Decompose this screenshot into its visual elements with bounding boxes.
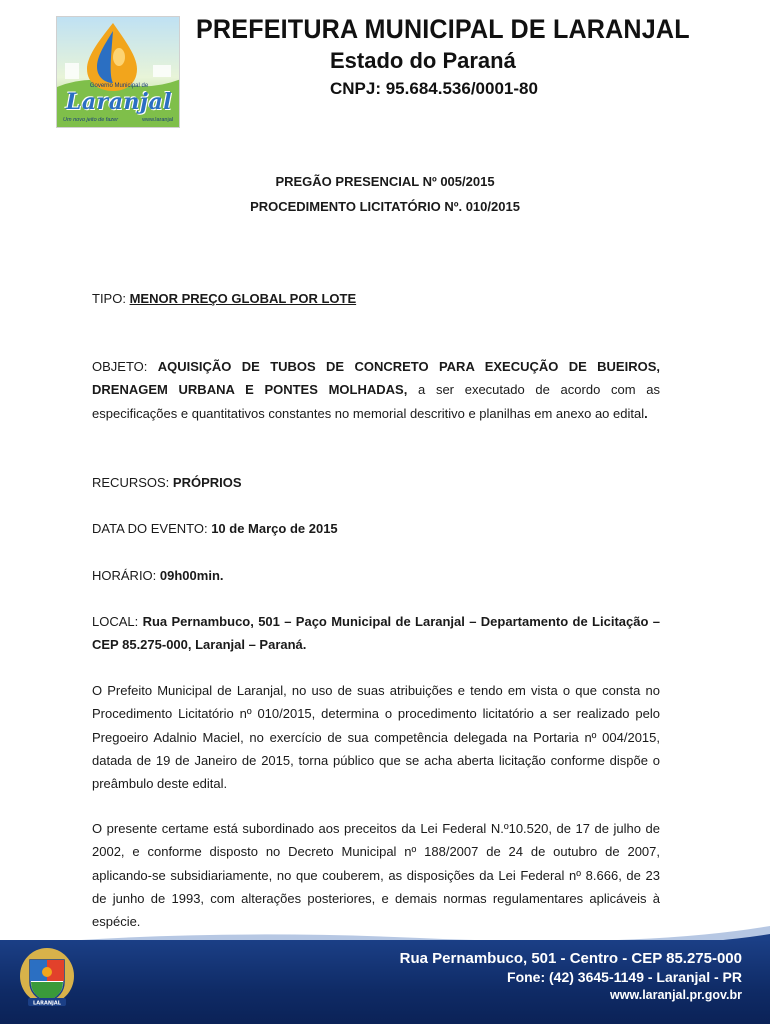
municipal-logo: [56, 16, 180, 128]
legal-basis-paragraph: O presente certame está subordinado aos preceitos da Lei Federal N.º10.520, de 17 de julho de 2002, e conforme disposto no Decreto Municipal nº 188/2007 de 24 de outubro de 2007, aplicando-se subsidiariamente, no que couberem, as disposições da Lei Federal nº 8.666, de 23 de junho de 1993, com alterações posteriores, e demais normas regulamentares aplicáveis à espécie.: [92, 821, 660, 930]
horario-line: [92, 564, 660, 587]
recursos-value: PRÓPRIOS: [172, 475, 242, 490]
municipality-title: PREFEITURA MUNICIPAL DE LARANJAL: [196, 14, 690, 44]
objeto-paragraph: [92, 355, 660, 425]
crest-label: LARANJAL: [33, 1000, 61, 1007]
objeto-bold: AQUISIÇÃO DE TUBOS DE CONCRETO PARA EXECUÇÃO DE BUEIROS, DRENAGEM URBANA E PONTES MOLHADAS,: [92, 359, 660, 398]
horario-label: HORÁRIO:: [92, 568, 160, 583]
tipo-value: MENOR PREÇO GLOBAL POR LOTE: [129, 291, 357, 306]
logo-top-text: Governo Municipal de: [89, 83, 149, 89]
data-line: [92, 517, 660, 540]
data-value: 10 de Março de 2015: [211, 521, 338, 536]
tipo-label: TIPO:: [92, 291, 130, 306]
recursos-line: [92, 471, 660, 494]
letterhead: [0, 0, 770, 140]
local-paragraph: [92, 610, 660, 657]
state-subtitle: Estado do Paraná: [330, 48, 516, 73]
data-label: DATA DO EVENTO:: [92, 521, 212, 536]
pregao-number: PREGÃO PRESENCIAL Nº 005/2015: [275, 174, 495, 189]
objeto-rest: a ser executado de acordo com as especificações e quantitativos constantes no memorial descritivo e planilhas em anexo ao edital: [92, 382, 660, 421]
coat-of-arms-icon: [18, 946, 76, 1008]
local-value: Rua Pernambuco, 501 – Paço Municipal de Laranjal – Departamento de Licitação – CEP 85.275-000, Laranjal – Paraná.: [92, 614, 660, 653]
local-label: LOCAL:: [92, 614, 143, 629]
logo-url: www.laranjal: [142, 117, 173, 123]
procedimento-number: PROCEDIMENTO LICITATÓRIO Nº. 010/2015: [250, 199, 520, 214]
logo-slogan: Um novo jeito de fazer: [63, 117, 119, 123]
objeto-end: .: [644, 405, 648, 421]
footer-address: Rua Pernambuco, 501 - Centro - CEP 85.275-000: [399, 950, 742, 967]
cnpj-number: CNPJ: 95.684.536/0001-80: [330, 79, 538, 98]
preamble-paragraph: O Prefeito Municipal de Laranjal, no uso de suas atribuições e tendo em vista o que consta no Procedimento Licitatório nº 010/2015, determina o procedimento licitatório a ser realizado pelo Pregoeiro Adalnio Maciel, no exercício de sua competência delegada na Portaria nº 004/2015, datada de 19 de Janeiro de 2015, torna público que se acha aberta licitação conforme dispõe o preâmbulo deste edital.: [92, 683, 660, 792]
horario-value: 09h00min.: [159, 568, 224, 583]
footer-website: www.laranjal.pr.gov.br: [610, 988, 742, 1002]
footer-phone: Fone: (42) 3645-1149 - Laranjal - PR: [507, 969, 742, 985]
logo-name: Laranjal: [65, 89, 173, 115]
objeto-label: OBJETO:: [92, 359, 158, 374]
tipo-line: [92, 287, 660, 310]
recursos-label: RECURSOS:: [92, 475, 173, 490]
